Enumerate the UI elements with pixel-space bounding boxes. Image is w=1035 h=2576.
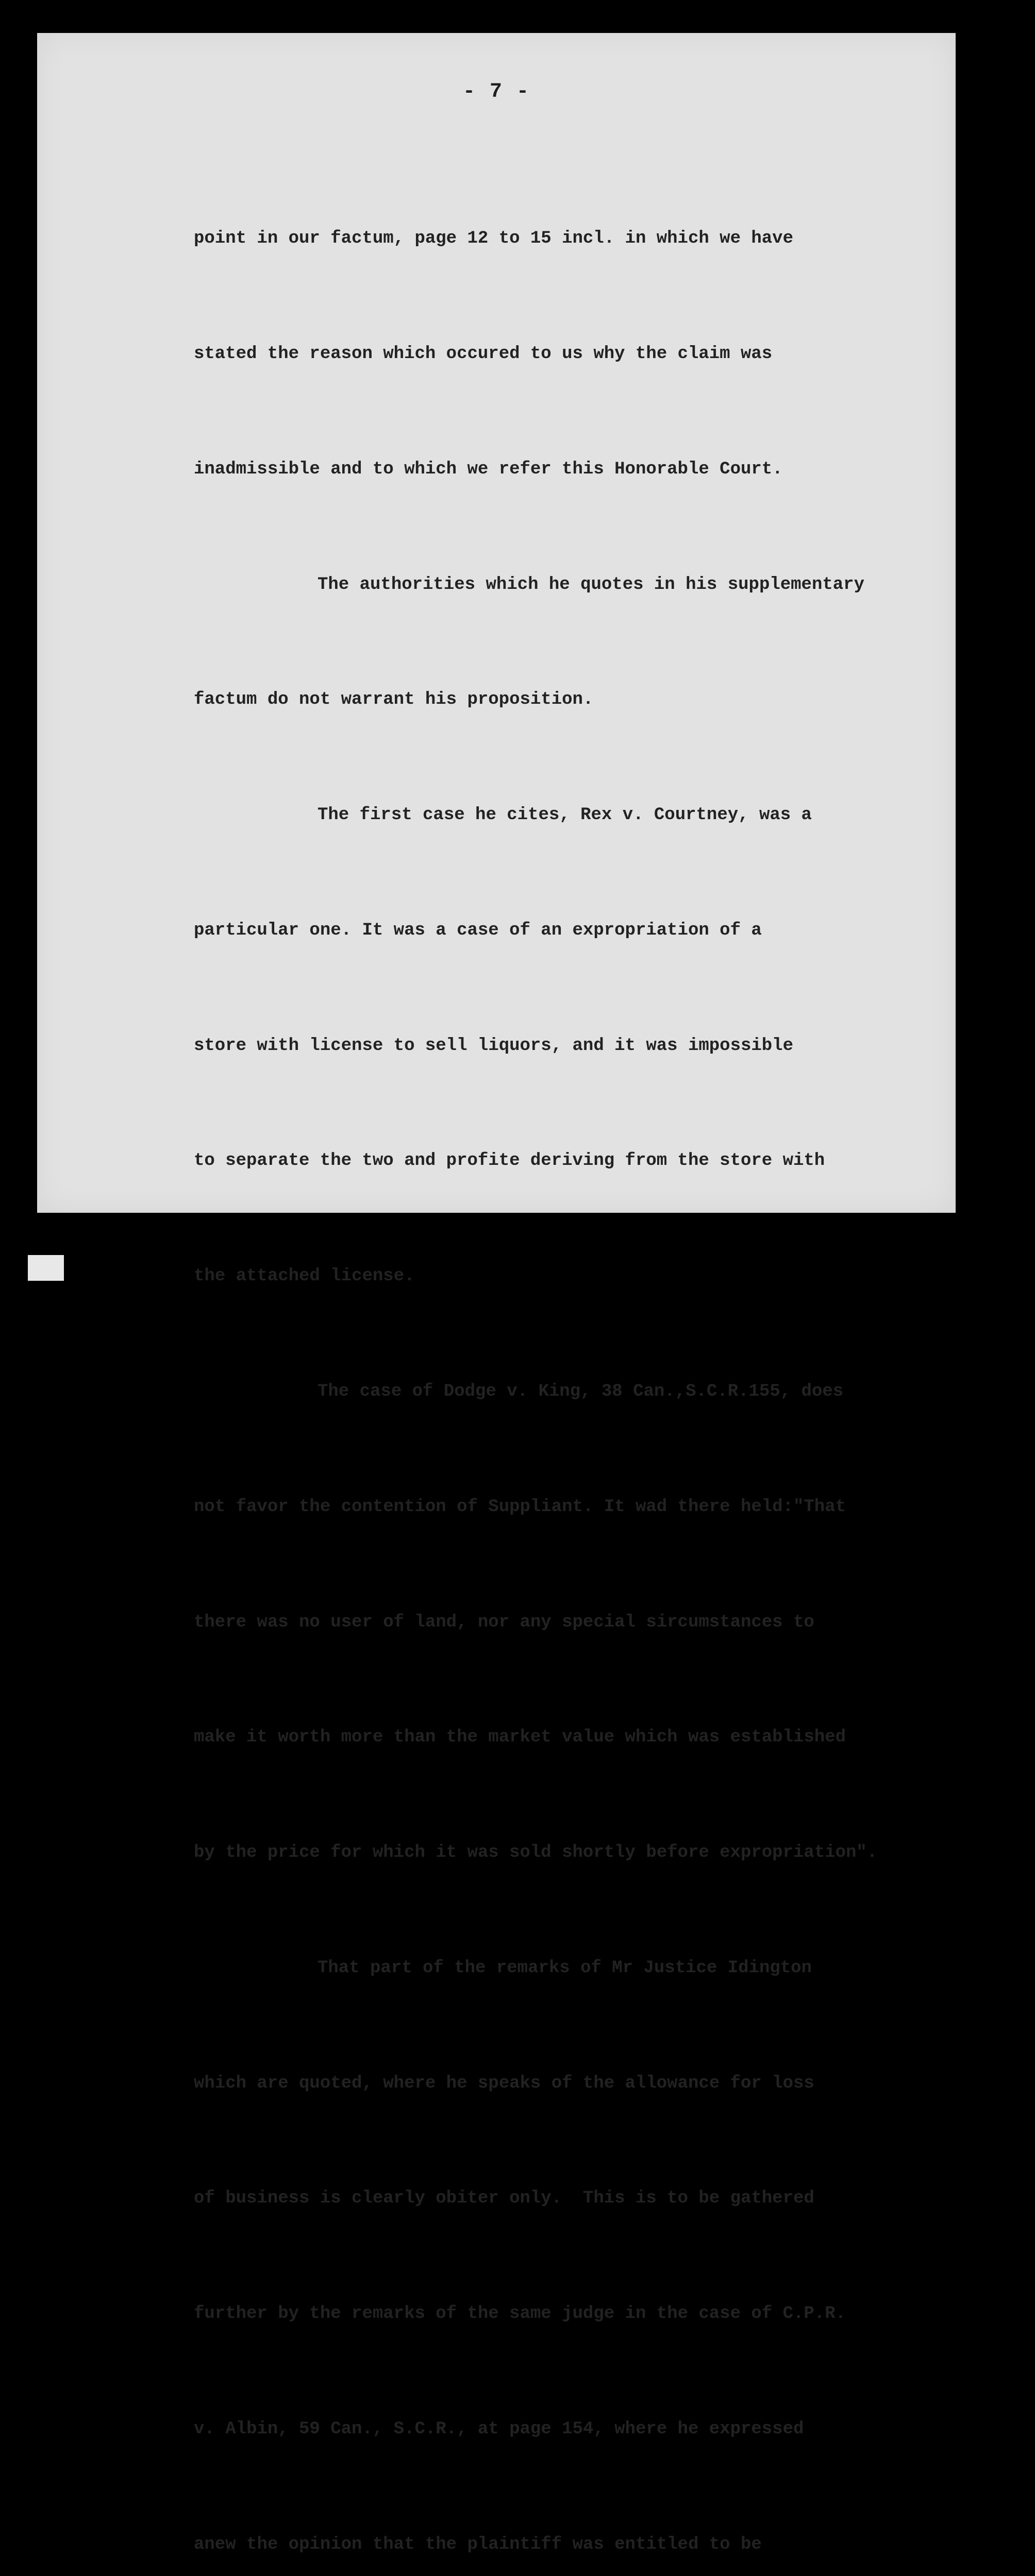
paragraph-start-line: The case of Dodge v. King, 38 Can.,S.C.R.155, does <box>318 1382 844 1401</box>
text-line: which are quoted, where he speaks of the allowance for loss <box>194 2073 814 2093</box>
text-line: there was no user of land, nor any special sircumstances to <box>194 1612 814 1632</box>
scan-corner-mark <box>28 1255 64 1281</box>
text-line: make it worth more than the market value which was established <box>194 1727 846 1748</box>
body-text <box>194 143 926 2576</box>
text-line: by the price for which it was sold shortly before expropriation". <box>194 1843 878 1863</box>
text-line: stated the reason which occured to us why the claim was <box>194 344 773 364</box>
text-line: to separate the two and profite deriving from the store with <box>194 1151 825 1171</box>
text-line: v. Albin, 59 Can., S.C.R., at page 154, where he expressed <box>194 2419 804 2439</box>
text-line: point in our factum, page 12 to 15 incl. in which we have <box>194 229 793 249</box>
paragraph-start-line: That part of the remarks of Mr Justice Idington <box>318 1958 812 1978</box>
text-line: factum do not warrant his proposition. <box>194 690 594 710</box>
paragraph-start-line: The first case he cites, Rex v. Courtney, was a <box>318 805 812 825</box>
text-line: not favor the contention of Suppliant. It wad there held:"That <box>194 1497 846 1517</box>
text-line: inadmissible and to which we refer this Honorable Court. <box>194 459 783 479</box>
paragraph-start-line: The authorities which he quotes in his supplementary <box>318 574 864 595</box>
text-line: of business is clearly obiter only. This is to be gathered <box>194 2189 814 2209</box>
text-line: further by the remarks of the same judge in the case of C.P.R. <box>194 2304 846 2324</box>
text-line: particular one. It was a case of an expropriation of a <box>194 920 762 940</box>
text-line: store with license to sell liquors, and it was impossible <box>194 1036 793 1056</box>
page-number: - 7 - <box>462 80 530 104</box>
text-line: the attached license. <box>194 1266 415 1286</box>
text-line: anew the opinion that the plaintiff was entitled to be <box>194 2534 762 2554</box>
